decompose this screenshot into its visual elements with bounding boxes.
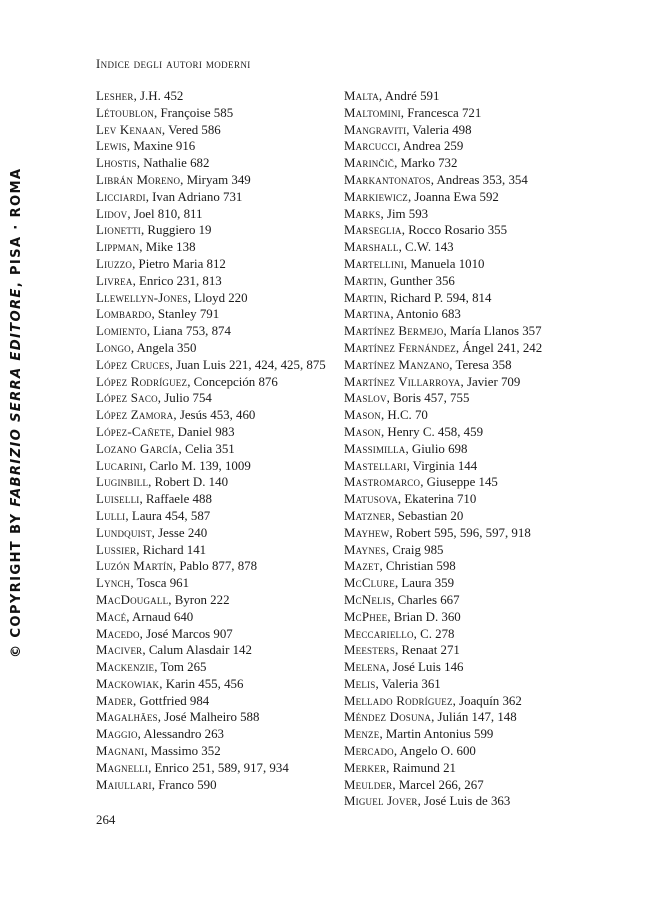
index-entry — [344, 407, 584, 424]
author-name-and-pages: , Stanley 791 — [151, 307, 220, 322]
index-entry — [96, 609, 338, 626]
author-name-and-pages: , Joaquín 362 — [452, 693, 522, 708]
author-name-and-pages: , Julio 754 — [157, 391, 212, 406]
author-surname: Marks — [344, 206, 381, 221]
author-surname: Luiselli — [96, 492, 140, 507]
index-entry — [344, 138, 584, 155]
copyright-notice — [6, 138, 28, 658]
author-surname: McClure — [344, 576, 395, 591]
author-surname: Maltomini — [344, 105, 401, 120]
author-name-and-pages: , Maxine 916 — [126, 139, 196, 154]
index-entry — [344, 390, 584, 407]
author-name-and-pages: , Teresa 358 — [449, 357, 512, 372]
author-name-and-pages: , Laura 359 — [394, 576, 455, 591]
author-name-and-pages: , Lloyd 220 — [187, 290, 248, 305]
index-entry — [344, 357, 584, 374]
author-name-and-pages: , Richard 141 — [136, 542, 207, 557]
index-entry — [344, 306, 584, 323]
index-entry — [344, 777, 584, 794]
author-name-and-pages: , Pablo 877, 878 — [172, 559, 258, 574]
author-name-and-pages: , Massimo 352 — [144, 744, 221, 759]
author-surname: Mastellari — [344, 458, 407, 473]
index-entry — [344, 340, 584, 357]
index-entry — [344, 676, 584, 693]
author-surname: Livrea — [96, 273, 133, 288]
author-surname: Marcucci — [344, 139, 398, 154]
author-surname: Lhostis — [96, 156, 137, 171]
index-entry — [96, 626, 338, 643]
author-surname: Mader — [96, 693, 133, 708]
index-entry — [344, 474, 584, 491]
index-entry — [344, 122, 584, 139]
author-surname: Mackenzie — [96, 660, 155, 675]
author-surname: Mason — [344, 408, 381, 423]
author-name-and-pages: , Sebastian 20 — [391, 508, 464, 523]
index-entry — [344, 525, 584, 542]
author-name-and-pages: , Nathalie 682 — [136, 156, 210, 171]
author-surname: Lombardo — [96, 307, 152, 322]
author-name-and-pages: , Françoise 585 — [154, 105, 234, 120]
index-column-right — [344, 88, 584, 810]
author-surname: Melena — [344, 660, 387, 675]
copyright-suffix: , PISA · ROMA — [9, 167, 24, 288]
author-name-and-pages: , Liana 753, 874 — [146, 324, 231, 339]
author-surname: McNelis — [344, 592, 392, 607]
index-entry — [96, 525, 338, 542]
author-name-and-pages: , Ángel 241, 242 — [455, 340, 543, 355]
index-entry — [344, 542, 584, 559]
index-entry — [344, 659, 584, 676]
author-surname: Llewellyn-Jones — [96, 290, 188, 305]
author-name-and-pages: , Concepción 876 — [187, 374, 278, 389]
author-surname: Magalhães — [96, 710, 158, 725]
index-entry — [96, 592, 338, 609]
index-entry — [96, 575, 338, 592]
author-surname: Méndez Dosuna — [344, 710, 432, 725]
index-entry — [96, 256, 338, 273]
author-surname: Luginbill — [96, 475, 149, 490]
author-name-and-pages: , Robert D. 140 — [148, 475, 229, 490]
index-entry — [96, 390, 338, 407]
author-surname: Macedo — [96, 626, 140, 641]
author-name-and-pages: , C.W. 143 — [398, 240, 454, 255]
author-name-and-pages: , Mike 138 — [139, 240, 196, 255]
author-name-and-pages: , Francesca 721 — [400, 105, 482, 120]
index-entry — [96, 441, 338, 458]
author-name-and-pages: , María Llanos 357 — [443, 324, 542, 339]
author-name-and-pages: , Raffaele 488 — [139, 492, 212, 507]
author-surname: Magnelli — [96, 760, 149, 775]
author-name-and-pages: , Andrea 259 — [397, 139, 464, 154]
author-surname: Martin — [344, 290, 384, 305]
author-name-and-pages: , Virginia 144 — [406, 458, 478, 473]
author-surname: Merker — [344, 760, 387, 775]
author-name-and-pages: , Juan Luis 221, 424, 425, 875 — [169, 357, 326, 372]
author-name-and-pages: , Gunther 356 — [383, 273, 455, 288]
author-name-and-pages: , Marcel 266, 267 — [392, 777, 484, 792]
author-surname: Matusova — [344, 492, 398, 507]
index-entry — [96, 138, 338, 155]
index-entry — [96, 122, 338, 139]
author-name-and-pages: , Jim 593 — [380, 206, 429, 221]
author-name-and-pages: , Craig 985 — [385, 542, 444, 557]
author-surname: Maggio — [96, 727, 138, 742]
author-name-and-pages: , Enrico 231, 813 — [132, 273, 222, 288]
author-name-and-pages: , Joanna Ewa 592 — [407, 189, 499, 204]
author-name-and-pages: , Arnaud 640 — [126, 609, 194, 624]
index-entry — [344, 793, 584, 810]
index-entry — [96, 558, 338, 575]
index-entry — [344, 626, 584, 643]
index-entry — [96, 424, 338, 441]
author-surname: Martínez Villarroya — [344, 374, 461, 389]
index-entry — [96, 760, 338, 777]
index-entry — [96, 726, 338, 743]
author-surname: Lewis — [96, 139, 127, 154]
index-entry — [344, 693, 584, 710]
index-entry — [96, 458, 338, 475]
running-header: Indice degli autori moderni — [96, 57, 251, 71]
index-entry — [96, 290, 338, 307]
author-surname: Mellado Rodríguez — [344, 693, 453, 708]
index-entry — [96, 709, 338, 726]
author-surname: Lynch — [96, 576, 131, 591]
index-entry — [344, 189, 584, 206]
author-name-and-pages: , Gottfried 984 — [132, 693, 210, 708]
index-entry — [96, 676, 338, 693]
author-surname: Menze — [344, 727, 380, 742]
author-name-and-pages: , Julián 147, 148 — [431, 710, 517, 725]
author-surname: Lozano García — [96, 441, 179, 456]
index-entry — [344, 155, 584, 172]
author-name-and-pages: , Antonio 683 — [390, 307, 461, 322]
index-entry — [344, 743, 584, 760]
author-surname: Marseglia — [344, 223, 402, 238]
author-surname: López Cruces — [96, 357, 170, 372]
index-entry — [344, 256, 584, 273]
author-name-and-pages: , Tosca 961 — [130, 576, 190, 591]
author-surname: Lucarini — [96, 458, 143, 473]
author-surname: Mason — [344, 424, 381, 439]
author-surname: Maciver — [96, 643, 143, 658]
index-column-left — [96, 88, 338, 793]
author-name-and-pages: , Brian D. 360 — [387, 609, 461, 624]
author-surname: Lomiento — [96, 324, 147, 339]
page-number: 264 — [96, 813, 116, 827]
author-surname: Maiullari — [96, 777, 152, 792]
author-surname: Meulder — [344, 777, 393, 792]
author-name-and-pages: , Richard P. 594, 814 — [383, 290, 492, 305]
index-entry — [96, 542, 338, 559]
author-surname: Lundquist — [96, 525, 152, 540]
author-surname: Melis — [344, 676, 376, 691]
author-name-and-pages: , Miryam 349 — [180, 172, 251, 187]
copyright-publisher: FABRIZIO SERRA EDITORE — [9, 287, 24, 507]
author-surname: Lesher — [96, 89, 134, 103]
index-entry — [96, 105, 338, 122]
author-name-and-pages: , Valeria 498 — [406, 122, 472, 137]
author-name-and-pages: , José Luis de 363 — [417, 794, 511, 809]
author-surname: Luzón Martín — [96, 559, 173, 574]
author-surname: Mackowiak — [96, 676, 160, 691]
index-entry — [96, 777, 338, 794]
author-surname: Meesters — [344, 643, 396, 658]
index-entry — [344, 105, 584, 122]
author-name-and-pages: , José Marcos 907 — [139, 626, 233, 641]
author-surname: Martínez Fernández — [344, 340, 456, 355]
author-name-and-pages: , Boris 457, 755 — [386, 391, 470, 406]
index-entry — [96, 172, 338, 189]
author-surname: Lussier — [96, 542, 137, 557]
author-name-and-pages: , Pietro Maria 812 — [132, 256, 226, 271]
index-entry — [96, 88, 338, 105]
author-name-and-pages: , Valeria 361 — [375, 676, 441, 691]
index-entry — [96, 357, 338, 374]
author-surname: Maynes — [344, 542, 386, 557]
index-entry — [96, 374, 338, 391]
index-entry — [344, 323, 584, 340]
author-surname: Markiewicz — [344, 189, 408, 204]
author-surname: Martínez Bermejo — [344, 324, 444, 339]
author-name-and-pages: , Byron 222 — [168, 592, 230, 607]
author-surname: Licciardi — [96, 189, 146, 204]
author-surname: Lulli — [96, 508, 126, 523]
index-entry — [344, 558, 584, 575]
index-entry — [344, 441, 584, 458]
index-entry — [344, 273, 584, 290]
author-name-and-pages: , José Luis 146 — [386, 660, 464, 675]
author-name-and-pages: , Tom 265 — [154, 660, 207, 675]
index-entry — [344, 458, 584, 475]
index-entry — [344, 726, 584, 743]
index-entry — [96, 508, 338, 525]
author-surname: Martin — [344, 273, 384, 288]
author-surname: Markantonatos — [344, 172, 431, 187]
author-name-and-pages: , Angelo O. 600 — [393, 744, 476, 759]
author-surname: Meccariello — [344, 626, 414, 641]
author-name-and-pages: , J.H. 452 — [133, 89, 184, 103]
author-name-and-pages: , Angela 350 — [130, 340, 197, 355]
index-entry — [344, 508, 584, 525]
author-surname: López Rodríguez — [96, 374, 188, 389]
author-surname: Marinčič — [344, 156, 395, 171]
author-name-and-pages: , Alessandro 263 — [137, 727, 224, 742]
author-surname: Lidov — [96, 206, 128, 221]
author-name-and-pages: , Ruggiero 19 — [140, 223, 212, 238]
index-entry — [344, 609, 584, 626]
author-name-and-pages: , Andreas 353, 354 — [430, 172, 528, 187]
index-entry — [344, 290, 584, 307]
author-name-and-pages: , Giuseppe 145 — [420, 475, 498, 490]
author-name-and-pages: , H.C. 70 — [380, 408, 428, 423]
index-entry — [344, 222, 584, 239]
author-name-and-pages: , Marko 732 — [394, 156, 458, 171]
author-surname: Massimilla — [344, 441, 406, 456]
author-surname: Mercado — [344, 744, 394, 759]
index-entry — [344, 491, 584, 508]
author-surname: Magnani — [96, 744, 145, 759]
author-surname: Macé — [96, 609, 127, 624]
author-name-and-pages: , C. 278 — [413, 626, 455, 641]
author-name-and-pages: , Manuela 1010 — [403, 256, 485, 271]
author-name-and-pages: , Renaat 271 — [395, 643, 460, 658]
index-entry — [96, 407, 338, 424]
index-entry — [96, 659, 338, 676]
author-surname: Martina — [344, 307, 391, 322]
author-surname: Librán Moreno — [96, 172, 181, 187]
author-name-and-pages: , Karin 455, 456 — [159, 676, 244, 691]
author-surname: Martínez Manzano — [344, 357, 450, 372]
author-name-and-pages: , Jesse 240 — [151, 525, 208, 540]
author-surname: Malta — [344, 89, 379, 103]
author-name-and-pages: , Jesús 453, 460 — [173, 408, 256, 423]
index-entry — [344, 239, 584, 256]
copyright-prefix: © COPYRIGHT BY — [9, 506, 24, 658]
index-entry — [96, 340, 338, 357]
author-name-and-pages: , Carlo M. 139, 1009 — [142, 458, 251, 473]
author-surname: López Zamora — [96, 408, 174, 423]
author-name-and-pages: , Laura 454, 587 — [125, 508, 211, 523]
author-name-and-pages: , Raimund 21 — [386, 760, 456, 775]
author-name-and-pages: , Christian 598 — [379, 559, 456, 574]
author-surname: Lippman — [96, 240, 140, 255]
author-surname: MacDougall — [96, 592, 169, 607]
author-surname: López-Cañete — [96, 424, 172, 439]
index-entry — [344, 374, 584, 391]
index-entry — [96, 306, 338, 323]
author-name-and-pages: , Giulio 698 — [405, 441, 468, 456]
author-name-and-pages: , André 591 — [378, 89, 440, 103]
author-surname: Mastromarco — [344, 475, 421, 490]
author-name-and-pages: , Vered 586 — [161, 122, 221, 137]
index-entry — [344, 575, 584, 592]
index-entry — [96, 189, 338, 206]
author-name-and-pages: , José Malheiro 588 — [157, 710, 260, 725]
author-name-and-pages: , Javier 709 — [460, 374, 521, 389]
author-surname: Martellini — [344, 256, 404, 271]
index-entry — [344, 592, 584, 609]
index-entry — [344, 642, 584, 659]
index-entry — [344, 206, 584, 223]
author-name-and-pages: , Celia 351 — [178, 441, 235, 456]
index-entry — [96, 491, 338, 508]
author-surname: Liuzzo — [96, 256, 133, 271]
index-entry — [96, 155, 338, 172]
author-name-and-pages: , Ekaterina 710 — [397, 492, 477, 507]
author-name-and-pages: , Joel 810, 811 — [127, 206, 203, 221]
author-surname: Mazet — [344, 559, 380, 574]
author-surname: Létoublon — [96, 105, 155, 120]
index-entry — [96, 323, 338, 340]
author-name-and-pages: , Franco 590 — [151, 777, 217, 792]
index-entry — [96, 222, 338, 239]
index-entry — [96, 743, 338, 760]
author-name-and-pages: , Henry C. 458, 459 — [380, 424, 484, 439]
author-name-and-pages: , Daniel 983 — [171, 424, 235, 439]
index-entry — [344, 172, 584, 189]
author-name-and-pages: , Rocco Rosario 355 — [401, 223, 508, 238]
author-surname: Mangraviti — [344, 122, 407, 137]
index-entry — [96, 642, 338, 659]
index-entry — [96, 273, 338, 290]
index-entry — [96, 474, 338, 491]
author-surname: Lionetti — [96, 223, 141, 238]
author-surname: Longo — [96, 340, 131, 355]
author-surname: López Saco — [96, 391, 158, 406]
author-surname: McPhee — [344, 609, 388, 624]
author-surname: Mayhew — [344, 525, 390, 540]
author-surname: Matzner — [344, 508, 392, 523]
index-entry — [344, 88, 584, 105]
author-name-and-pages: , Robert 595, 596, 597, 918 — [389, 525, 531, 540]
author-name-and-pages: , Ivan Adriano 731 — [145, 189, 243, 204]
author-name-and-pages: , Enrico 251, 589, 917, 934 — [148, 760, 289, 775]
index-entry — [96, 239, 338, 256]
index-entry — [96, 206, 338, 223]
author-name-and-pages: , Calum Alasdair 142 — [142, 643, 252, 658]
index-entry — [344, 424, 584, 441]
author-name-and-pages: , Martin Antonius 599 — [379, 727, 494, 742]
author-surname: Lev Kenaan — [96, 122, 162, 137]
author-name-and-pages: , Charles 667 — [391, 592, 460, 607]
author-surname: Marshall — [344, 240, 399, 255]
author-surname: Maslov — [344, 391, 387, 406]
author-surname: Miguel Jover — [344, 794, 418, 809]
index-entry — [344, 709, 584, 726]
index-entry — [344, 760, 584, 777]
index-entry — [96, 693, 338, 710]
